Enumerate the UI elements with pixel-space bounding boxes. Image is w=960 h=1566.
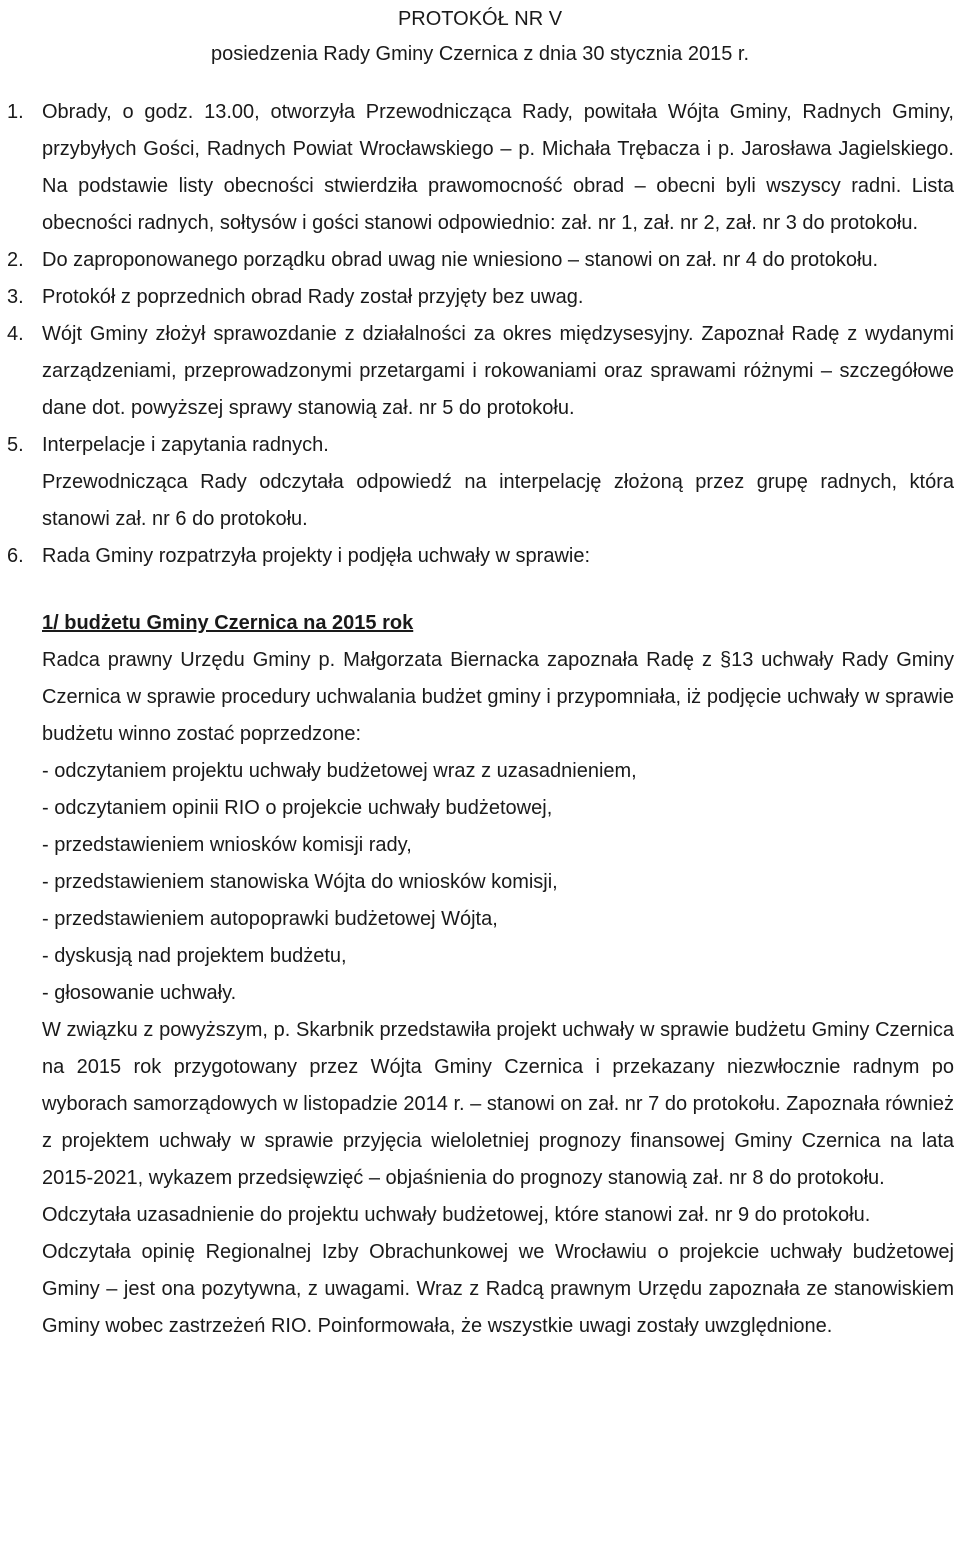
agenda-item-6 <box>0 538 960 575</box>
agenda-item-4 <box>0 316 960 427</box>
item-number: 5. <box>7 434 24 456</box>
list-item: - przedstawieniem autopoprawki budżetowej Wójta, <box>42 908 498 930</box>
item-number: 3. <box>7 286 24 308</box>
list-item: - odczytaniem projektu uchwały budżetowej wraz z uzasadnieniem, <box>42 760 637 782</box>
budget-section <box>0 605 960 1345</box>
procedure-list <box>0 753 960 1012</box>
item-text: Wójt Gminy złożył sprawozdanie z działalności za okres międzysesyjny. Zapoznał Radę z wydanymi zarządzeniami, przeprowadzonymi przetargami i rokowaniami oraz sprawami różnymi – szczegółowe dane dot. powyższej sprawy stanowią zał. nr 5 do protokołu. <box>42 323 954 419</box>
agenda-list <box>0 94 960 575</box>
protocol-number: PROTOKÓŁ NR V <box>397 8 563 30</box>
treasurer-paragraph: W związku z powyższym, p. Skarbnik przedstawiła projekt uchwały w sprawie budżetu Gminy Czernica na 2015 rok przygotowany przez Wójta Gminy Czernica i przekazany niezwłocznie radnym po wyborach samorządowych w listopadzie 2014 r. – stanowi on zał. nr 7 do protokołu. Zapoznała również z projektem uchwały w sprawie przyjęcia wieloletniej prognozy finansowej Gminy Czernica na lata 2015-2021, wykazem przedsięwzięć – objaśnienia do prognozy stanowią zał. nr 8 do protokołu. <box>42 1019 954 1189</box>
legal-advisor-intro: Radca prawny Urzędu Gminy p. Małgorzata Biernacka zapoznała Radę z §13 uchwały Rady Gminy Czernica w sprawie procedury uchwalania budżet gminy i przypomniała, iż podjęcie uchwały w sprawie budżetu winno zostać poprzedzone: <box>42 649 954 745</box>
agenda-item-3 <box>0 279 960 316</box>
list-item: - dyskusją nad projektem budżetu, <box>42 945 347 967</box>
item-number: 4. <box>7 323 24 345</box>
session-subtitle: posiedzenia Rady Gminy Czernica z dnia 30 stycznia 2015 r. <box>210 43 750 65</box>
list-item: - odczytaniem opinii RIO o projekcie uchwały budżetowej, <box>42 797 553 819</box>
item-text: Obrady, o godz. 13.00, otworzyła Przewodnicząca Rady, powitała Wójta Gminy, Radnych Gminy, przybyłych Gości, Radnych Powiat Wrocławskiego – p. Michała Trębacza i p. Jarosława Jagielskiego. Na podstawie listy obecności stwierdziła prawomocność obrad – obecni byli wszyscy radni. Lista obecności radnych, sołtysów i gości stanowi odpowiednio: zał. nr 1, zał. nr 2, zał. nr 3 do protokołu. <box>42 101 954 234</box>
item-number: 6. <box>7 545 24 567</box>
item-text: Interpelacje i zapytania radnych. <box>42 434 329 456</box>
agenda-item-2 <box>0 242 960 279</box>
agenda-item-1 <box>0 94 960 242</box>
interpelation-answer: Przewodnicząca Rady odczytała odpowiedź na interpelację złożoną przez grupę radnych, która stanowi zał. nr 6 do protokołu. <box>42 471 954 530</box>
list-item: - przedstawieniem wniosków komisji rady, <box>42 834 412 856</box>
section-heading: 1/ budżetu Gminy Czernica na 2015 rok <box>42 612 414 634</box>
item-number: 2. <box>7 249 24 271</box>
list-item: - przedstawieniem stanowiska Wójta do wniosków komisji, <box>42 871 558 893</box>
item-text: Do zaproponowanego porządku obrad uwag nie wniesiono – stanowi on zał. nr 4 do protokołu. <box>42 249 879 271</box>
item-text: Rada Gminy rozpatrzyła projekty i podjęła uchwały w sprawie: <box>42 545 591 567</box>
justification-paragraph: Odczytała uzasadnienie do projektu uchwały budżetowej, które stanowi zał. nr 9 do protokołu. <box>42 1204 871 1226</box>
document-title <box>0 0 960 72</box>
item-text: Protokół z poprzednich obrad Rady został przyjęty bez uwag. <box>42 286 584 308</box>
item-number: 1. <box>7 101 24 123</box>
list-item: - głosowanie uchwały. <box>42 982 237 1004</box>
agenda-item-5 <box>0 427 960 464</box>
rio-opinion-paragraph: Odczytała opinię Regionalnej Izby Obrachunkowej we Wrocławiu o projekcie uchwały budżetowej Gminy – jest ona pozytywna, z uwagami. Wraz z Radcą prawnym Urzędu zapoznała ze stanowiskiem Gminy wobec zastrzeżeń RIO. Poinformowała, że wszystkie uwagi zostały uwzględnione. <box>42 1241 954 1337</box>
